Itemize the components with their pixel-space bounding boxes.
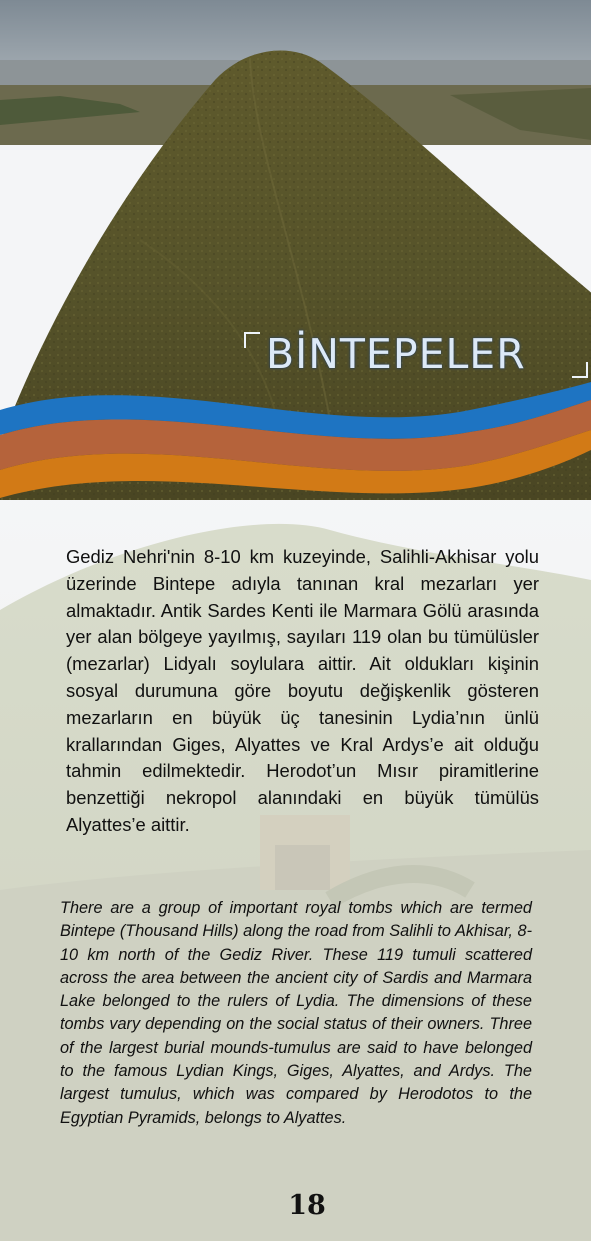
turkish-paragraph: Gediz Nehri'nin 8-10 km kuzeyinde, Salihli-Akhisar yolu üzerinde Bintepe adıyla tanınan kral mezarları yer almaktadır. Antik Sardes Kenti ile Marmara Gölü arasında yer alan bölgeye yayılmış, sayıları 119 olan bu tümülüsler (mezarlar) Lidyalı soylulara aittir. Ait oldukları kişinin sosyal durumuna göre boyutu değişkenlik gösteren mezarların en büyük üç tanesinin Lydia’nın ünlü krallarından Giges, Alyattes ve Kral Ardys’e ait olduğu tahmin edilmektedir. Herodot’un Mısır piramitlerine benzettiği nekropol alanındaki en büyük tümülüs Alyattes’e aittir. — [66, 546, 539, 835]
page-title-block — [244, 330, 588, 378]
corner-bracket-top-left — [244, 332, 260, 348]
page-number: 18 — [288, 1190, 326, 1221]
page-title: BİNTEPELER — [266, 330, 526, 378]
corner-bracket-bottom-right — [572, 362, 588, 378]
decorative-wave-stripes — [0, 370, 591, 505]
english-paragraph: There are a group of important royal tombs which are termed Bintepe (Thousand Hills) along the road from Salihli to Akhisar, 8-10 km north of the Gediz River. These 119 tumuli scattered across the area between the ancient city of Sardis and Marmara Lake belonged to the rulers of Lydia. The dimensions of these tombs vary depending on the social status of their owners. Three of the largest burial mounds-tumulus are said to have belonged to the famous Lydian Kings, Giges, Alyattes, and Ardys. The largest tumulus, which was compared by Herodotos to the Egyptian Pyramids, belongs to Alyattes. — [60, 899, 532, 1127]
